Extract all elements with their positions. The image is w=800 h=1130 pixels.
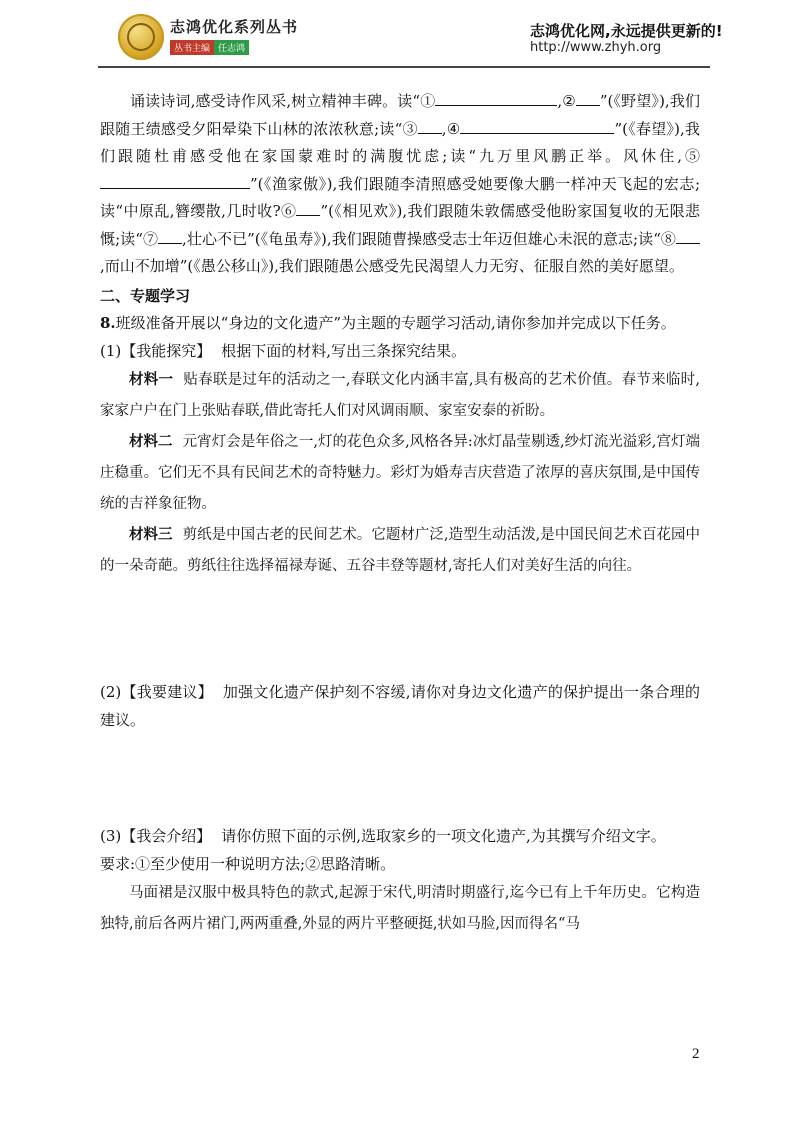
example-text: 马面裙是汉服中极具特色的款式,起源于宋代,明清时期盛行,迄今已有上千年历史。它构造独特,前后各两片裙门,两两重叠,外显的两片平整硬挺,状如马脸,因而得名“马 xyxy=(100,885,700,932)
poem-text-2: ,② xyxy=(557,92,576,110)
poem-text-4: ,④ xyxy=(441,119,461,138)
answer-area-2[interactable] xyxy=(100,734,700,822)
poem-text-6: ”(《渔家傲》),我们跟随李清照感受她要像大鹏一样冲天飞起的宏志;读“中原乱,簪缨散,几时收?⑥ xyxy=(100,174,700,220)
question-number: 8. xyxy=(100,313,116,332)
page-content xyxy=(100,88,700,940)
question-text: 班级准备开展以“身边的文化遗产”为主题的专题学习活动,请你参加并完成以下任务。 xyxy=(115,313,676,332)
blank-8[interactable] xyxy=(676,228,700,244)
section-heading: 二、专题学习 xyxy=(100,286,191,305)
task-2 xyxy=(100,678,700,734)
poem-text-3: ”(《野望》),我们跟随王绩感受夕阳晕染下山林的浓浓秋意;读“③ xyxy=(100,92,700,138)
blank-6[interactable] xyxy=(296,200,320,216)
poem-text-1: 诵读诗词,感受诗作风采,树立精神丰碑。读“① xyxy=(130,92,436,110)
material-2-text: 元宵灯会是年俗之一,灯的花色众多,风格各异:冰灯晶莹剔透,纱灯流光溢彩,宫灯端庄稳重。它们无不具有民间艺术的奇特魅力。彩灯为婚寿吉庆营造了浓厚的喜庆氛围,是中国传统的吉祥象征物。 xyxy=(100,434,700,512)
editor-name: 任志鸿 xyxy=(214,40,249,55)
material-2 xyxy=(100,427,700,520)
site-url[interactable]: http://www.zhyh.org xyxy=(530,40,662,55)
task-1 xyxy=(100,337,700,365)
blank-7[interactable] xyxy=(158,228,182,244)
poem-text-5: ”(《春望》),我们跟随杜甫感受他在家国蒙难时的满腹忧虑;读“九万里风鹏正举。风休住,⑤ xyxy=(100,119,700,165)
editor-label: 丛书主编 xyxy=(170,40,214,55)
question-8 xyxy=(100,310,700,338)
material-1-label: 材料一 xyxy=(129,372,174,388)
page-header xyxy=(0,0,800,70)
blank-3[interactable] xyxy=(418,118,442,134)
blank-1[interactable] xyxy=(435,90,557,106)
poem-text-8: ,壮心不已”(《龟虽寿》),我们跟随曹操感受志士年迈但雄心未泯的意志;读“⑧ xyxy=(182,229,676,248)
material-3 xyxy=(100,520,700,582)
material-2-label: 材料二 xyxy=(129,434,173,450)
series-logo-icon xyxy=(118,14,164,60)
header-divider xyxy=(98,66,710,68)
poem-text-7: ”(《相见欢》),我们跟随朱敦儒感受他盼家国复收的无限悲慨;读“⑦ xyxy=(100,202,700,248)
task-3 xyxy=(100,822,700,850)
editor-badge xyxy=(170,40,249,55)
material-3-label: 材料三 xyxy=(129,527,173,543)
site-slogan: 志鸿优化网,永远提供更新的! xyxy=(530,22,723,40)
material-1-text: 贴春联是过年的活动之一,春联文化内涵丰富,具有极高的艺术价值。春节来临时,家家户户在门上张贴春联,借此寄托人们对风调雨顺、家室安泰的祈盼。 xyxy=(100,372,701,419)
task-3-requirement: 要求:①至少使用一种说明方法;②思路清晰。 xyxy=(100,855,396,873)
blank-5[interactable] xyxy=(100,173,250,189)
blank-2[interactable] xyxy=(576,90,600,106)
series-title: 志鸿优化系列丛书 xyxy=(170,18,299,36)
material-3-text: 剪纸是中国古老的民间艺术。它题材广泛,造型生动活泼,是中国民间艺术百花园中的一朵奇葩。剪纸往往选择福禄寿诞、五谷丰登等题材,寄托人们对美好生活的向往。 xyxy=(100,527,700,574)
page-number: 2 xyxy=(692,1046,700,1062)
task-2-tag: (2)【我要建议】 xyxy=(100,683,213,701)
poem-fill-paragraph xyxy=(100,88,700,281)
task-1-text: 根据下面的材料,写出三条探究结果。 xyxy=(221,342,467,360)
poem-text-9: ,而山不加增”(《愚公移山》),我们跟随愚公感受先民渴望人力无穷、征服自然的美好愿望。 xyxy=(100,257,684,275)
answer-area-1[interactable] xyxy=(100,582,700,678)
blank-4[interactable] xyxy=(460,118,614,134)
task-2-text: 加强文化遗产保护刻不容缓,请你对身边文化遗产的保护提出一条合理的建议。 xyxy=(100,683,700,729)
task-1-tag: (1)【我能探究】 xyxy=(100,342,212,360)
task-3-text: 请你仿照下面的示例,选取家乡的一项文化遗产,为其撰写介绍文字。 xyxy=(221,827,666,845)
material-1 xyxy=(100,365,700,427)
task-3-tag: (3)【我会介绍】 xyxy=(100,827,212,845)
